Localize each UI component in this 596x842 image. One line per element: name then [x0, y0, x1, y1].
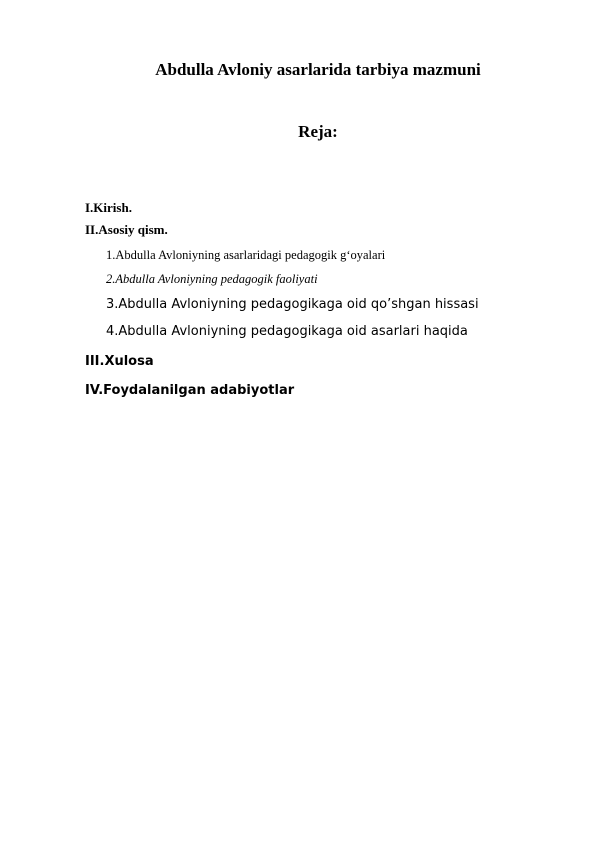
outline-item-conclusion: III.Xulosa: [85, 354, 154, 369]
outline-item-references: IV.Foydalanilgan adabiyotlar: [85, 383, 295, 398]
document-title: Abdulla Avloniy asarlarida tarbiya mazmuni: [155, 60, 481, 79]
outline-subitem-2: 2.Abdulla Avloniyning pedagogik faoliyati: [106, 272, 318, 286]
outline-item-main-part: II.Asosiy qism.: [85, 222, 168, 237]
outline-subitem-1: 1.Abdulla Avloniyning asarlaridagi pedagogik g‘oyalari: [106, 248, 386, 262]
outline-item-introduction: I.Kirish.: [85, 200, 132, 215]
outline-subitem-3: 3.Abdulla Avloniyning pedagogikaga oid qo’shgan hissasi: [106, 297, 479, 312]
outline-subitem-4: 4.Abdulla Avloniyning pedagogikaga oid asarlari haqida: [106, 324, 468, 339]
plan-heading: Reja:: [298, 122, 338, 141]
